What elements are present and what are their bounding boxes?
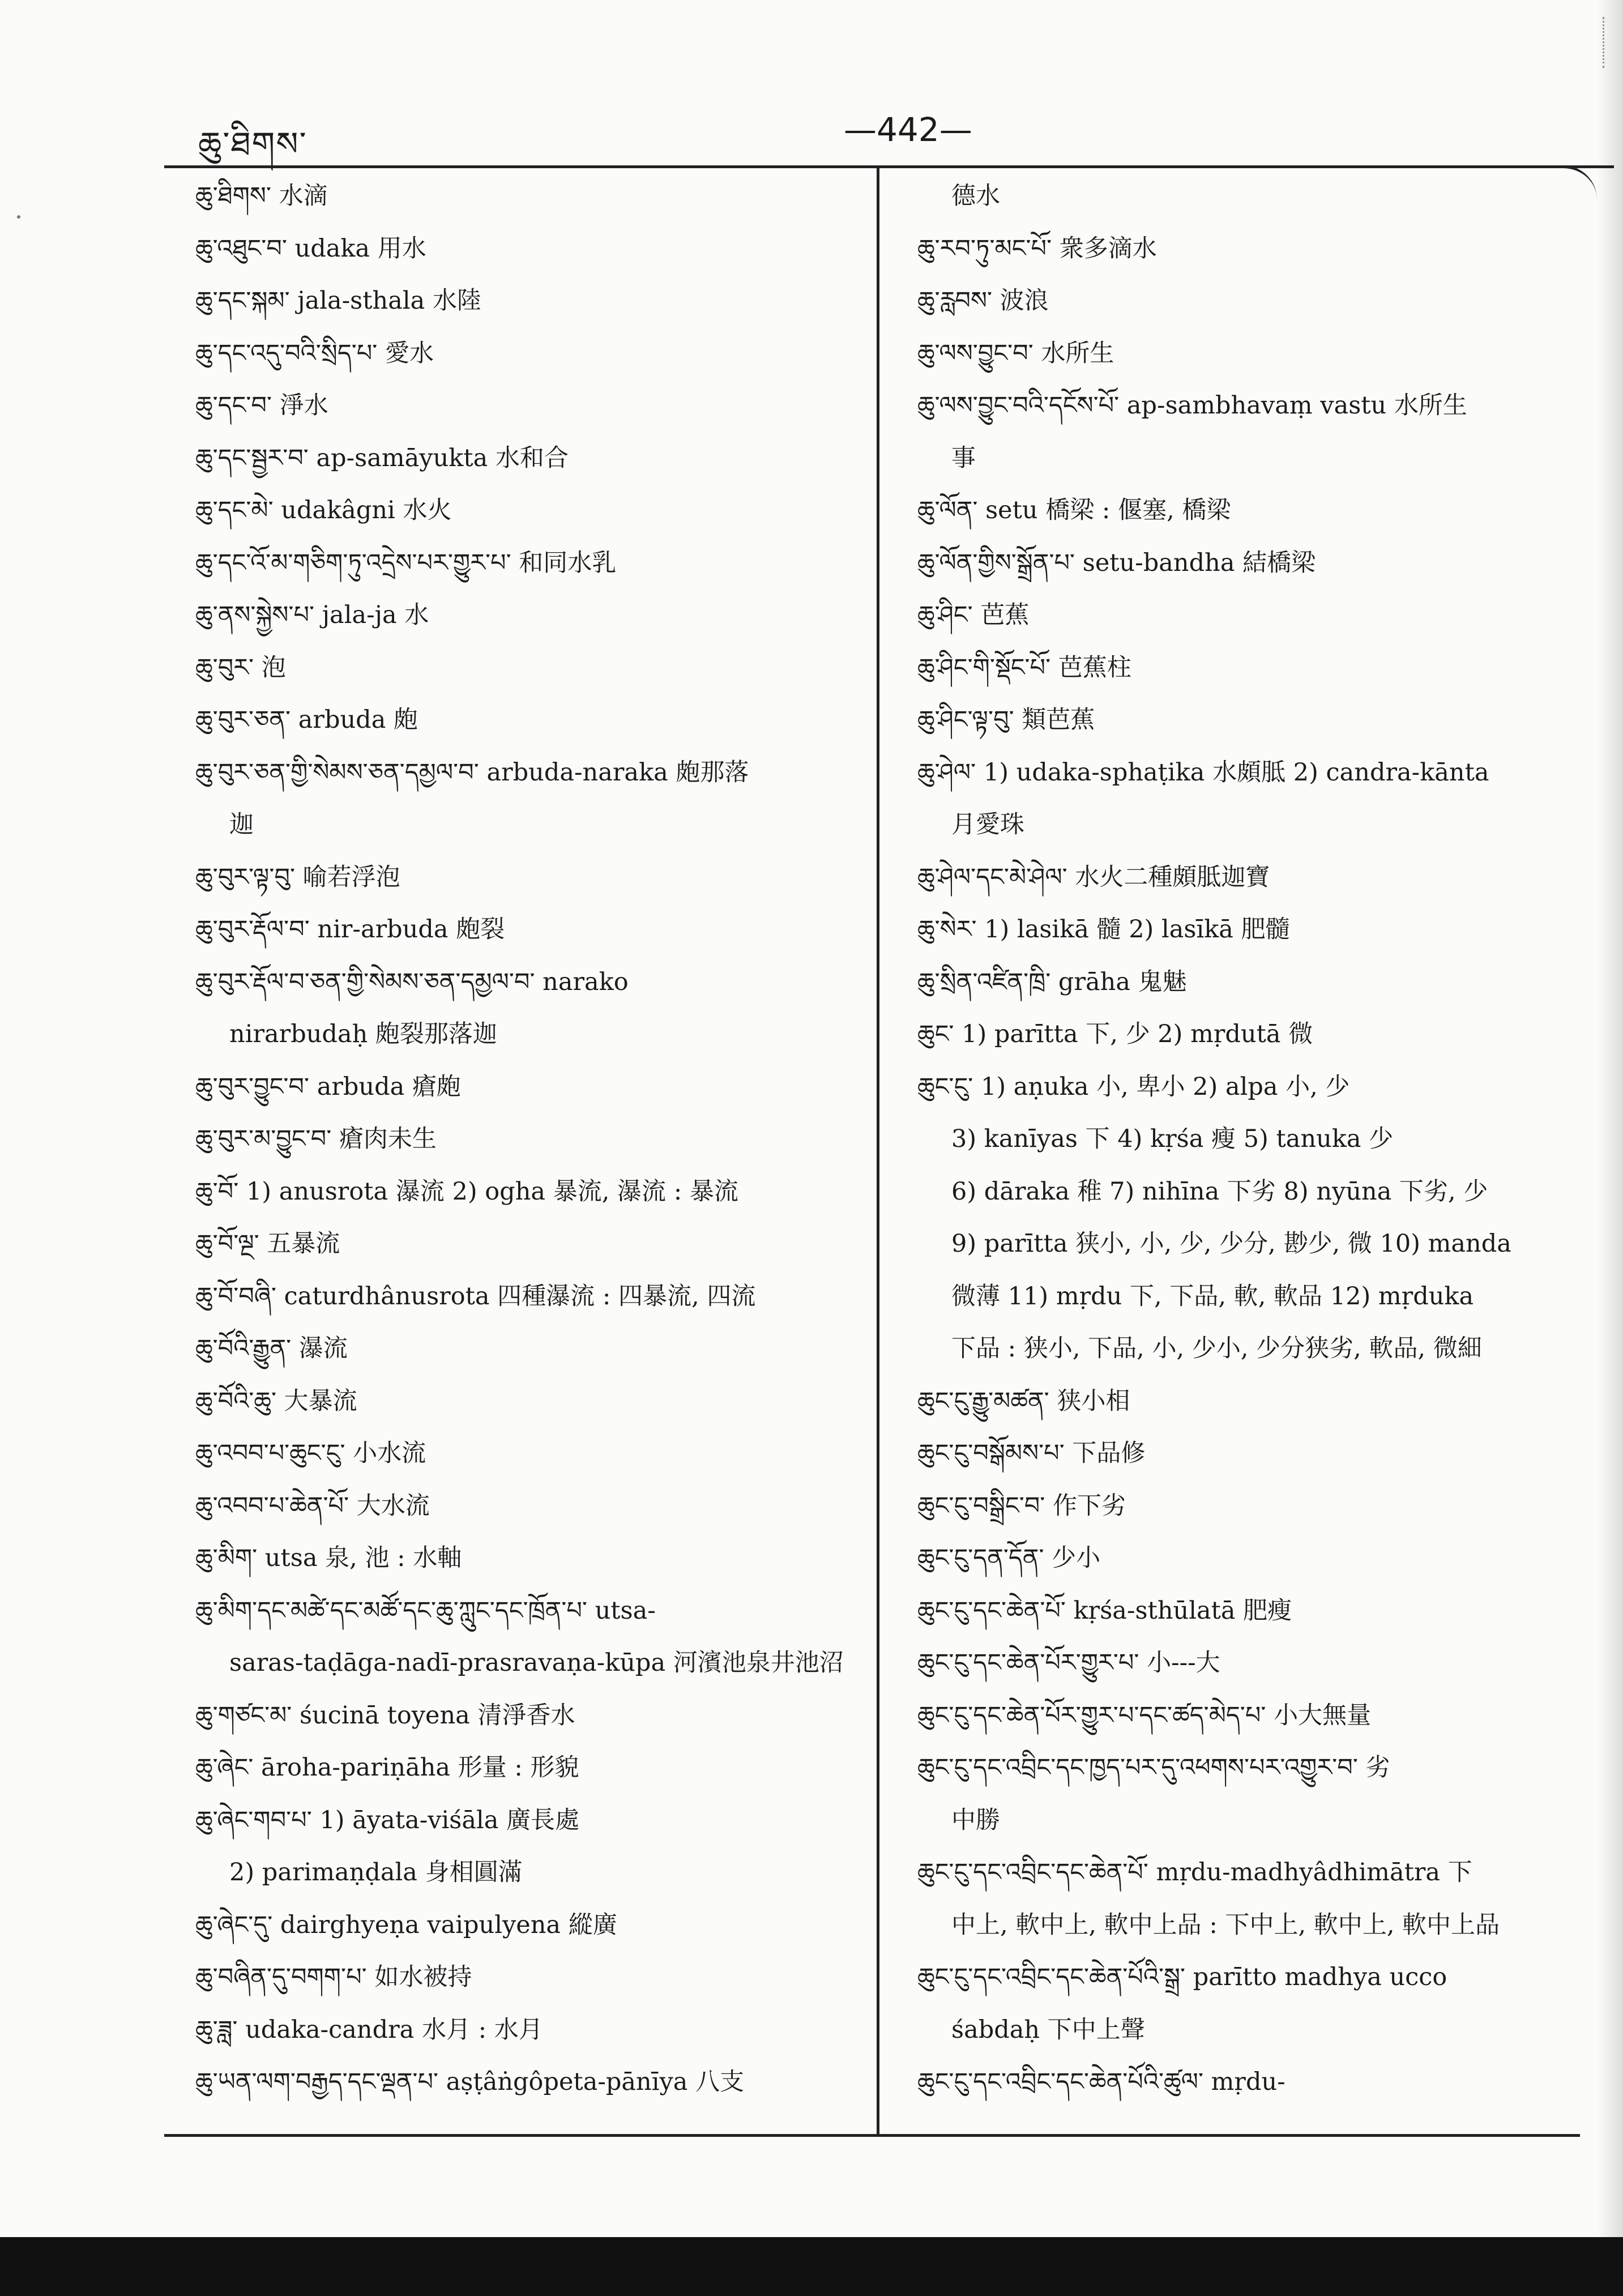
left-entry-line: ཆུ་དང་སྐམ་ jala-sthala 水陸 <box>195 287 481 315</box>
left-entry-line: ཆུ་མིག་ utsa 泉, 池 : 水軸 <box>195 1544 462 1572</box>
scan-speck <box>17 215 20 219</box>
left-entry-line: ཆུ་བུར་ཅན་གྱི་སེམས་ཅན་དམྱལ་བ་ arbuda-naraka 皰那落 <box>195 758 749 787</box>
right-entry-line: śabdaḥ 下中上聲 <box>951 2015 1145 2044</box>
right-entry-line: ཆུ་ཤིང་ 芭蕉 <box>917 601 1030 629</box>
left-entry-line: ཆུ་ནས་སྐྱེས་པ་ jala-ja 水 <box>195 601 429 629</box>
left-entry-line: ཆུ་དང་འོ་མ་གཅིག་ཏུ་འདྲེས་པར་གྱུར་པ་ 和同水乳 <box>195 548 617 577</box>
right-entry-line: ཆུང་ངུ་དང་ཆེན་པོར་གྱུར་པ་དང་ཚད་མེད་པ་ 小大無量 <box>917 1701 1372 1730</box>
left-entry-line: ཆུ་ཞེང་ āroha-pariṇāha 形量 : 形貌 <box>195 1753 579 1782</box>
right-entry-line: 月愛珠 <box>951 810 1024 839</box>
left-entry-line: ཆུ་ཞེང་དུ་ dairghyeṇa vaipulyena 縱廣 <box>195 1910 617 1939</box>
left-entry-line: nirarbudaḥ 皰裂那落迦 <box>229 1020 497 1048</box>
right-entry-line: ཆུང་ངུ་རྒྱུ་མཚན་ 狭小相 <box>917 1386 1130 1415</box>
right-entry-line: ཆུང་ངུ་དང་ཆེན་པོ་ kṛśa-sthūlatā 肥瘦 <box>917 1596 1292 1625</box>
left-entry-line: ཆུ་ཟླ་ udaka-candra 水月 : 水月 <box>195 2015 543 2044</box>
right-entry-line: ཆུ་ལས་བྱུང་བའི་དངོས་པོ་ ap-sambhavaṃ vastu 水所生 <box>917 391 1467 420</box>
left-entry-line: ཆུ་བཞིན་དུ་བགག་པ་ 如水被持 <box>195 1963 472 1991</box>
left-entry-line: ཆུ་བུར་བྱུང་བ་ arbuda 瘡皰 <box>195 1072 461 1101</box>
left-entry-line: 迦 <box>229 810 254 839</box>
right-entry-line: ཆུང་ངུ་དང་ཆེན་པོར་གྱུར་པ་ 小---大 <box>917 1649 1220 1677</box>
left-entry-line: ཆུ་བུར་ཅན་ arbuda 皰 <box>195 706 418 734</box>
right-entry-line: ཆུང་ངུ་ 1) aṇuka 小, 卑小 2) alpa 小, 少 <box>917 1072 1350 1101</box>
left-entry-line: ཆུ་ཡན་ལག་བརྒྱད་དང་ལྡན་པ་ aṣṭâṅgôpeta-pānīya 八支 <box>195 2068 745 2096</box>
left-entry-line: ཆུ་མིག་དང་མཚེ་དང་མཚོ་དང་ཆུ་ཀླུང་དང་ཁྲོན་པ་ utsa- <box>195 1596 656 1625</box>
right-entry-line: 3) kanīyas 下 4) kṛśa 瘦 5) tanuka 少 <box>951 1125 1394 1153</box>
right-entry-line: ཆུ་རབ་ཏུ་མང་པོ་ 衆多滴水 <box>917 234 1157 263</box>
right-entry-line: ཆུང་ངུ་དན་དོན་ 少小 <box>917 1544 1101 1572</box>
right-entry-line: ཆུང་ངུ་དང་འབྲིང་དང་ཆེན་པོའི་ཚུལ་ mṛdu- <box>917 2068 1285 2096</box>
right-entry-line: 中上, 軟中上, 軟中上品 : 下中上, 軟中上, 軟中上品 <box>951 1910 1500 1939</box>
left-entry-line: ཆུ་བོ་ལྔ་ 五暴流 <box>195 1230 340 1258</box>
right-entry-line: ཆུང་ངུ་དང་འབྲིང་དང་ཁྱད་པར་དུ་འཕགས་པར་འགྱུར་བ་ 劣 <box>917 1753 1390 1782</box>
left-entry-line: ཆུ་འཐུང་བ་ udaka 用水 <box>195 234 426 263</box>
left-entry-line: ཆུ་བོ་ 1) anusrota 瀑流 2) ogha 暴流, 瀑流 : 暴流 <box>195 1177 738 1206</box>
right-entry-line: 6) dāraka 稚 7) nihīna 下劣 8) nyūna 下劣, 少 <box>951 1177 1488 1206</box>
right-entry-line: 微薄 11) mṛdu 下, 下品, 軟, 軟品 12) mṛduka <box>951 1282 1474 1311</box>
right-entry-line: ཆུ་ཤེལ་དང་མེ་ཤེལ་ 水火二種頗胝迦寶 <box>917 863 1270 891</box>
right-entry-line: ཆུང་ངུ་བསྒོམས་པ་ 下品修 <box>917 1439 1146 1467</box>
right-entry-line: 德水 <box>951 182 1000 210</box>
page-number: —442— <box>844 110 972 149</box>
left-entry-line: ཆུ་བོའི་ཆུ་ 大暴流 <box>195 1386 357 1415</box>
right-entry-line: ཆུ་སྲིན་འཛིན་ཁྲི་ grāha 鬼魅 <box>917 967 1187 996</box>
right-entry-line: ཆུ་སེར་ 1) lasikā 髓 2) lasīkā 肥髓 <box>917 915 1290 944</box>
left-entry-line: ཆུ་བུར་ལྟ་བུ་ 喻若浮泡 <box>195 863 400 891</box>
left-entry-line: ཆུ་བོའི་རྒྱུན་ 瀑流 <box>195 1334 348 1363</box>
column-divider <box>877 165 879 2136</box>
left-entry-line: ཆུ་དང་མེ་ udakâgni 水火 <box>195 496 452 524</box>
right-entry-line: ཆུ་རླབས་ 波浪 <box>917 287 1049 315</box>
left-entry-line: ཆུ་བུར་རྡོལ་བ་ nir-arbuda 皰裂 <box>195 915 505 944</box>
right-entry-line: ཆུང་ངུ་དང་འབྲིང་དང་ཆེན་པོ་ mṛdu-madhyâdhimātra 下 <box>917 1858 1472 1887</box>
running-head: ཆུ་ཐིགས་ <box>198 125 307 163</box>
left-entry-line: ཆུ་འབབ་པ་ཆུང་ངུ་ 小水流 <box>195 1439 426 1467</box>
right-entry-line: ཆུང་ 1) parītta 下, 少 2) mṛdutā 微 <box>917 1020 1313 1048</box>
top-rule <box>164 165 1614 168</box>
left-entry-line: ཆུ་ཞེང་གབ་པ་ 1) āyata-viśāla 廣長處 <box>195 1806 580 1834</box>
left-entry-line: 2) parimaṇḍala 身相圓滿 <box>229 1858 523 1887</box>
right-entry-line: 9) parītta 狭小, 小, 少, 少分, 尠少, 微 10) manda <box>951 1230 1511 1258</box>
left-entry-line: ཆུ་ཐིགས་ 水滴 <box>195 182 328 210</box>
right-entry-line: 中勝 <box>951 1806 1000 1834</box>
bottom-rule <box>164 2134 1580 2137</box>
right-entry-line: ཆུ་ལོན་གྱིས་སྒྲོན་པ་ setu-bandha 結橋梁 <box>917 548 1316 577</box>
left-entry-line: ཆུ་དང་བ་ 淨水 <box>195 391 328 420</box>
left-entry-line: ཆུ་བུར་མ་བྱུང་བ་ 瘡肉未生 <box>195 1125 437 1153</box>
left-entry-line: ཆུ་བུར་རྡོལ་བ་ཅན་གྱི་སེམས་ཅན་དམྱལ་བ་ narako <box>195 967 629 996</box>
right-entry-line: ཆུ་ཤིང་ལྟ་བུ་ 類芭蕉 <box>917 706 1095 734</box>
right-column <box>917 170 1586 2109</box>
right-entry-line: ཆུང་ངུ་བསྒྲིང་བ་ 作下劣 <box>917 1491 1126 1520</box>
left-entry-line: ཆུ་དང་འདུ་བའི་སྲིད་པ་ 愛水 <box>195 339 434 368</box>
scan-shadow <box>1597 0 1623 2296</box>
left-entry-line: ཆུ་གཙང་མ་ śucinā toyena 清淨香水 <box>195 1701 575 1730</box>
left-entry-line: ཆུ་འབབ་པ་ཆེན་པོ་ 大水流 <box>195 1491 430 1520</box>
right-entry-line: ཆུ་ཤེལ་ 1) udaka-sphaṭika 水頗胝 2) candra-kānta <box>917 758 1489 787</box>
right-entry-line: ཆུ་ལོན་ setu 橋梁 : 偃塞, 橋梁 <box>917 496 1231 524</box>
right-entry-line: ཆུ་ཤིང་གི་སྡོང་པོ་ 芭蕉柱 <box>917 653 1131 682</box>
left-entry-line: saras-taḍāga-nadī-prasravaṇa-kūpa 河濱池泉井池沼 <box>229 1649 844 1677</box>
scan-bottom-edge <box>0 2237 1623 2296</box>
right-entry-line: ཆུང་ངུ་དང་འབྲིང་དང་ཆེན་པོའི་སྒྲ་ parītto madhya ucco <box>917 1963 1447 1991</box>
right-entry-line: ཆུ་ལས་བྱུང་བ་ 水所生 <box>917 339 1114 368</box>
left-entry-line: ཆུ་བོ་བཞི་ caturdhânusrota 四種瀑流 : 四暴流, 四流 <box>195 1282 756 1311</box>
right-entry-line: 事 <box>951 443 976 472</box>
left-entry-line: ཆུ་བུར་ 泡 <box>195 653 286 682</box>
left-entry-line: ཆུ་དང་སྦྱར་བ་ ap-samāyukta 水和合 <box>195 443 569 472</box>
left-column <box>195 170 858 2109</box>
right-entry-line: 下品 : 狭小, 下品, 小, 少小, 少分狭劣, 軟品, 微細 <box>951 1334 1482 1363</box>
